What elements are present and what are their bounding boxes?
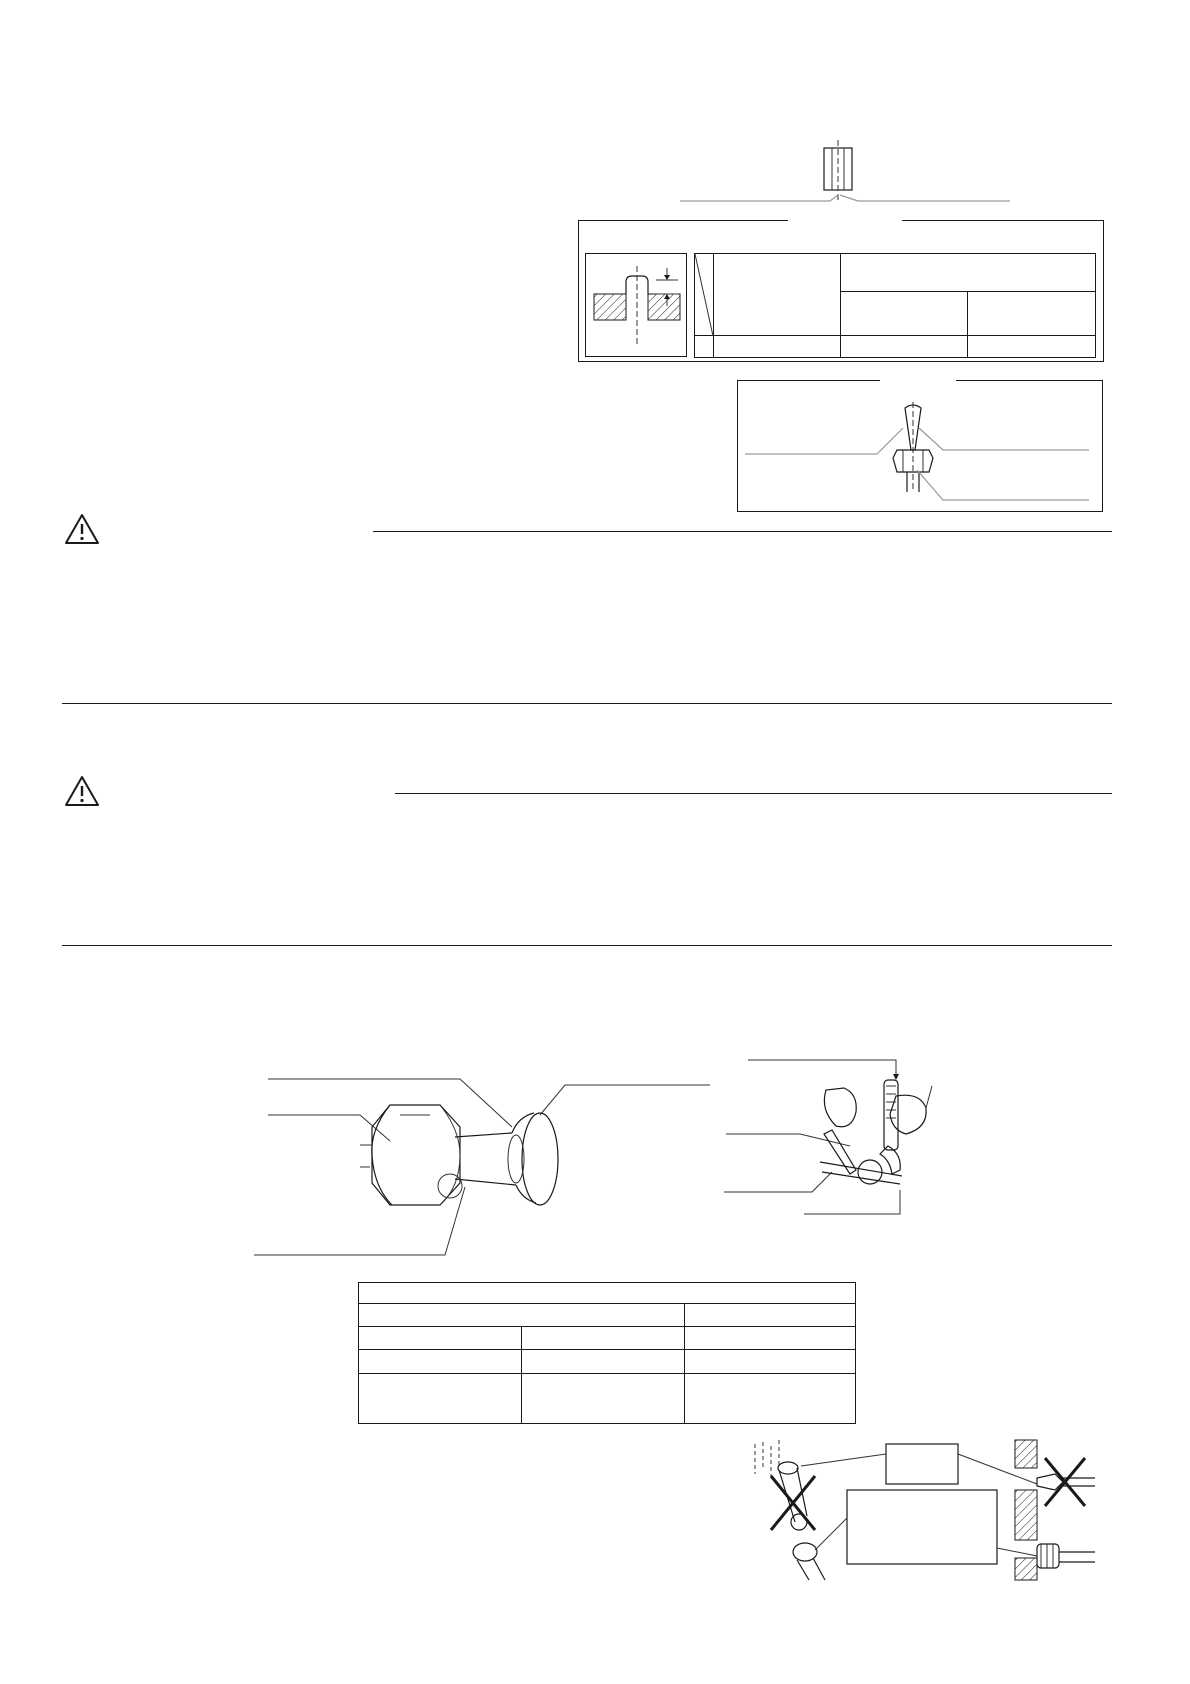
two-wrench-tightening-illustration — [720, 1050, 950, 1220]
section-divider — [62, 703, 1112, 704]
torque-table — [358, 1282, 856, 1424]
table-cell — [714, 336, 841, 358]
section-divider — [62, 945, 1112, 946]
flare-section-drawing — [585, 253, 687, 357]
table-cell — [522, 1327, 685, 1350]
table-cell — [968, 292, 1096, 336]
table-cell — [359, 1283, 856, 1304]
warning-title-rule — [373, 531, 1112, 532]
table-cell — [968, 336, 1096, 358]
pipe-end-protection-illustration — [745, 1440, 1125, 1580]
table-cell — [359, 1374, 522, 1424]
table-cell — [359, 1350, 522, 1374]
flare-nut-drawing — [737, 380, 1103, 512]
table-cell — [685, 1374, 856, 1424]
table-cell — [695, 254, 714, 336]
warning-triangle-icon — [64, 775, 100, 807]
table-cell — [695, 336, 714, 358]
table-cell — [685, 1327, 856, 1350]
table-cell — [685, 1350, 856, 1374]
warning-title-rule — [395, 793, 1112, 794]
table-cell — [359, 1304, 685, 1327]
flare-nut-pipe-illustration — [250, 1075, 720, 1260]
flare-dimension-table — [694, 253, 1096, 358]
table-cell — [522, 1374, 685, 1424]
pipe-end-drawing — [600, 140, 1020, 220]
warning-triangle-icon — [64, 513, 100, 545]
table-cell — [841, 254, 1096, 292]
table-cell — [359, 1327, 522, 1350]
table-cell — [841, 292, 968, 336]
table-cell — [685, 1304, 856, 1327]
table-cell — [714, 254, 841, 336]
table-cell — [841, 336, 968, 358]
table-cell — [522, 1350, 685, 1374]
